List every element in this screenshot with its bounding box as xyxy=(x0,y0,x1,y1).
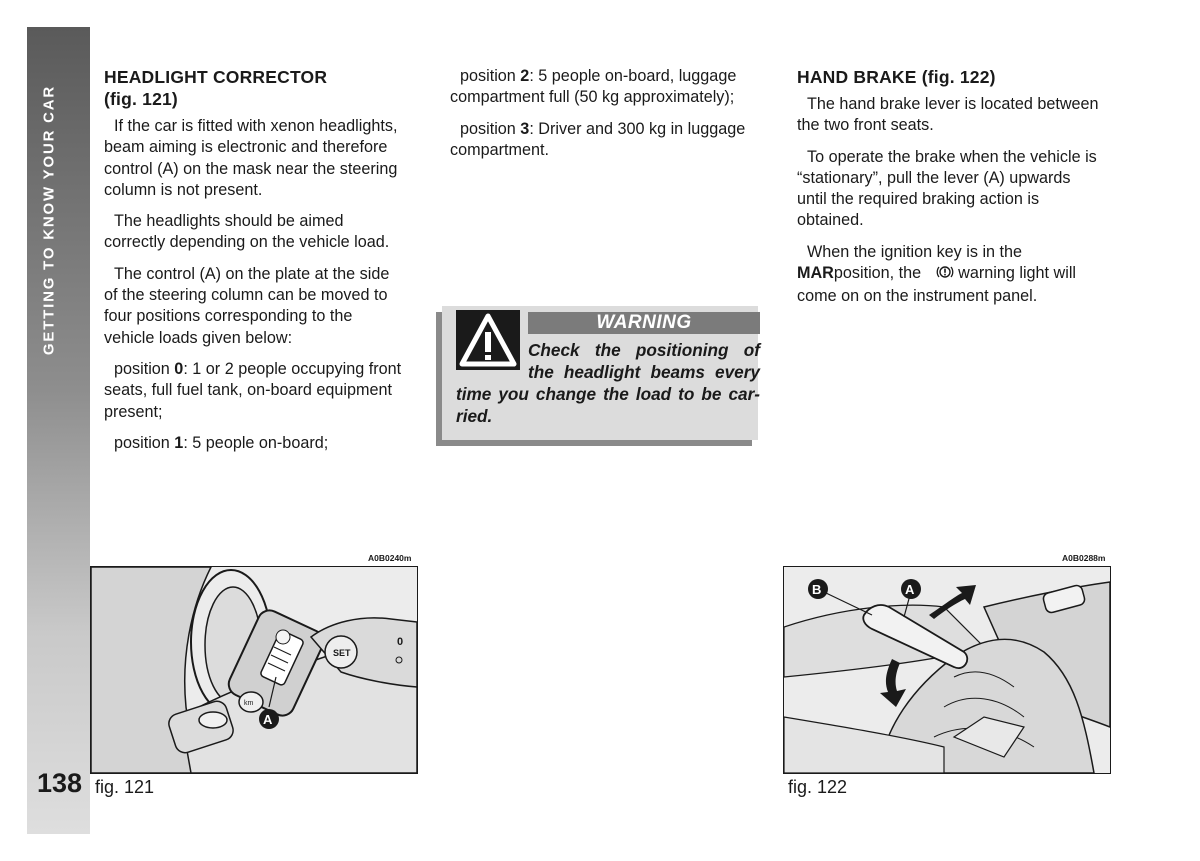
positions-column xyxy=(450,66,752,171)
callout-a: A xyxy=(905,582,915,597)
headlight-corrector-heading xyxy=(104,66,406,110)
warning-box xyxy=(436,306,758,446)
position-3-paragraph xyxy=(450,119,752,162)
position-number: 0 xyxy=(174,359,184,378)
text-span: When the ignition key is in the xyxy=(807,242,1023,261)
paragraph xyxy=(797,242,1099,308)
heading-line2: (fig. 121) xyxy=(104,89,178,109)
position-label: position xyxy=(114,359,175,378)
set-label: SET xyxy=(333,648,351,658)
warning-line: Check the positioning of xyxy=(528,340,760,360)
position-label: position xyxy=(460,119,521,138)
headlight-corrector-column xyxy=(104,66,406,464)
figure-121-headlight-control xyxy=(90,566,418,774)
warning-panel xyxy=(442,306,758,440)
paragraph: The hand brake lever is located between the two front seats. xyxy=(797,95,1099,135)
figure-122-caption: fig. 122 xyxy=(788,777,848,797)
hand-brake-heading: HAND BRAKE (fig. 122) xyxy=(797,67,996,87)
paragraph: The headlights should be aimed correctly depending on the vehicle load. xyxy=(104,212,390,252)
warning-triangle-icon xyxy=(456,310,520,370)
position-0-label: 0 xyxy=(397,636,404,648)
position-number: 3 xyxy=(520,119,530,138)
mar-label: MAR xyxy=(797,264,834,283)
text-span: position, the xyxy=(833,264,926,283)
figure-code: A0B0240m xyxy=(368,553,412,563)
paragraph: To operate the brake when the vehicle is “stationary”, pull the lever (A) upwards until the required braking action is obtained. xyxy=(797,147,1097,230)
position-text: : 1 or 2 people occupying front seats, full fuel tank, on-board equipment present; xyxy=(104,359,402,421)
position-number: 2 xyxy=(520,67,530,85)
position-text: : 5 people on-board, luggage compartment full (50 kg approximately); xyxy=(450,67,737,107)
hand-brake-column xyxy=(797,66,1099,318)
position-number: 1 xyxy=(174,433,184,452)
position-2-paragraph xyxy=(450,66,752,109)
km-label: km xyxy=(244,700,254,707)
position-text: : 5 people on-board; xyxy=(183,433,329,452)
section-title: GETTING TO KNOW YOUR CAR xyxy=(40,84,58,356)
position-label: position xyxy=(114,433,175,452)
warning-line: time you change the load to be car- xyxy=(456,384,760,404)
section-sidebar xyxy=(27,27,90,834)
warning-title: WARNING xyxy=(528,312,760,334)
position-text: : Driver and 300 kg in luggage compartment. xyxy=(450,119,746,159)
warning-line: the headlight beams every xyxy=(528,362,760,382)
figure-code: A0B0288m xyxy=(1062,553,1106,563)
position-label: position xyxy=(460,67,521,85)
heading-line1: HEADLIGHT CORRECTOR xyxy=(104,67,328,87)
warning-line: ried. xyxy=(456,406,493,426)
paragraph: The control (A) on the plate at the side of the steering column can be moved to four positions corresponding to the vehicle loads given below: xyxy=(104,264,390,347)
paragraph: If the car is fitted with xenon headlights, beam aiming is electronic and therefore control (A) on the mask near the steering column is not present. xyxy=(104,117,398,199)
text-span: warning light will come on on the instrument panel. xyxy=(797,264,1077,306)
position-0-paragraph xyxy=(104,359,406,423)
callout-b: B xyxy=(812,582,822,597)
figure-121-caption: fig. 121 xyxy=(95,777,155,797)
brake-warning-icon xyxy=(926,264,954,286)
page-number: 138 xyxy=(37,768,83,798)
figure-122-hand-brake xyxy=(783,566,1111,774)
callout-a: A xyxy=(263,712,273,727)
position-1-paragraph xyxy=(104,433,406,454)
